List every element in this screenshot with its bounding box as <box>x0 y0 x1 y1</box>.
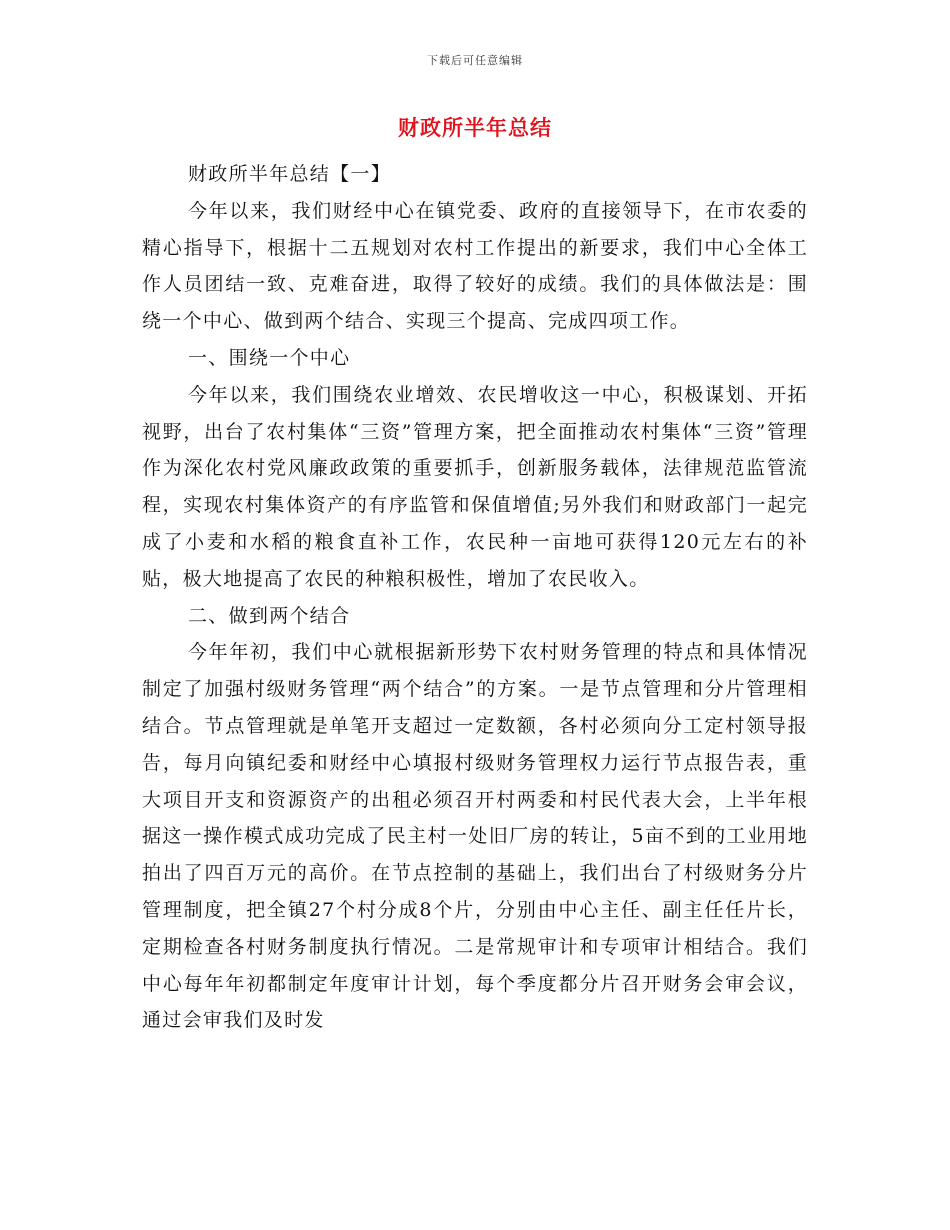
section-heading-1: 一、围绕一个中心 <box>188 346 351 369</box>
document-body <box>142 156 808 1039</box>
section-heading-2: 二、做到两个结合 <box>188 604 351 627</box>
section-2-paragraph: 今年年初，我们中心就根据新形势下农村财务管理的特点和具体情况制定了加强村级财务管理“两个结合”的方案。一是节点管理和分片管理相结合。节点管理就是单笔开支超过一定数额，各村必须向分工定村领导报告，每月向镇纪委和财经中心填报村级财务管理权力运行节点报告表，重大项目开支和资源资产的出租必须召开村两委和村民代表大会，上半年根据这一操作模式成功完成了民主村一处旧厂房的转让，5亩不到的工业用地拍出了四百万元的高价。在节点控制的基础上，我们出台了村级财务分片管理制度，把全镇27个村分成8个片，分别由中心主任、副主任任片长，定期检查各村财务制度执行情况。二是常规审计和专项审计相结合。我们中心每年年初都制定年度审计计划，每个季度都分片召开财务会审会议，通过会审我们及时发 <box>142 641 808 1032</box>
intro-paragraph: 今年以来，我们财经中心在镇党委、政府的直接领导下，在市农委的精心指导下，根据十二五规划对农村工作提出的新要求，我们中心全体工作人员团结一致、克难奋进，取得了较好的成绩。我们的具体做法是：围绕一个中心、做到两个结合、实现三个提高、完成四项工作。 <box>142 199 808 333</box>
section-1-paragraph: 今年以来，我们围绕农业增效、农民增收这一中心，积极谋划、开拓视野，出台了农村集体“三资”管理方案，把全面推动农村集体“三资”管理作为深化农村党风廉政政策的重要抓手，创新服务载体，法律规范监管流程，实现农村集体资产的有序监管和保值增值;另外我们和财政部门一起完成了小麦和水稻的粮食直补工作，农民种一亩地可获得120元左右的补贴，极大地提高了农民的种粮积极性，增加了农民收入。 <box>142 383 808 590</box>
page-header-note: 下载后可任意编辑 <box>427 54 523 67</box>
document-title: 财政所半年总结 <box>398 116 552 140</box>
section-title: 财政所半年总结【一】 <box>188 163 392 185</box>
